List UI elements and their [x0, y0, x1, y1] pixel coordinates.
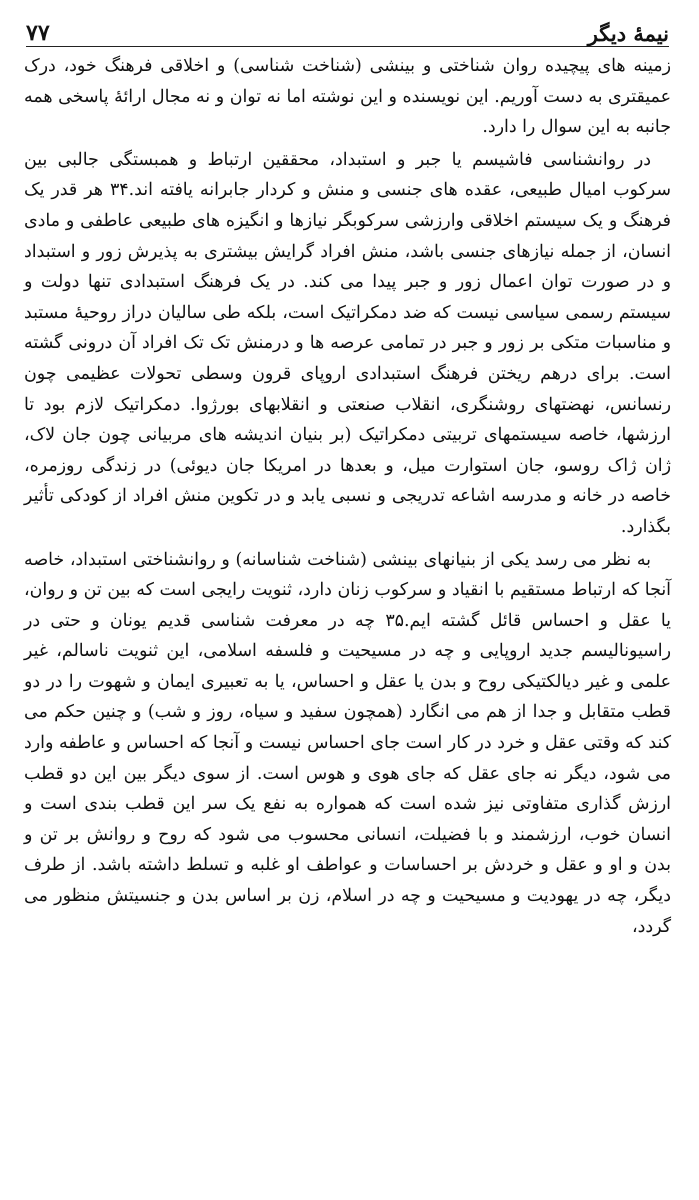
paragraph-3: به نظر می رسد یکی از بنیانهای بینشی (شناخت شناسانه) و روانشناختی استبداد، خاصه آنجا که ارتباط مستقیم با انقیاد و سرکوب زنان دارد، ثنویت رایجی است که بین تن و روان، یا عقل و احساس قائل گشته ایم.۳۵ چه در معرفت شناسی قدیم یونان و حتی در راسیونالیسم جدید اروپایی و چه در مسیحیت و فلسفه اسلامی، این ثنویت ناسالم، غیر علمی و غیر دیالکتیکی روح و بدن یا عقل و احساس، یا به تعبیری ایمان و شهوت را در دو قطب متقابل و جدا از هم می انگارد (همچون سفید و سیاه، روز و شب) و چنین حکم می کند که وقتی عقل و خرد در کار است جای احساس نیست و آنجا که احساس و عاطفه وارد می شود، دیگر نه جای عقل که جای هوی و هوس است. از سوی دیگر بین این دو قطب ارزش گذاری متفاوتی نیز شده است که همواره به نفع یک سر این قطب بندی است و انسان خوب، ارزشمند و با فضیلت، انسانی محسوب می شود که روح و روانش بر تن و بدن و او و عقل و خردش بر احساسات و عواطف او غلبه و تسلط داشته باشد. از طرف دیگر، چه در یهودیت و مسیحیت و چه در اسلام، زن بر اساس بدن و جنسیتش منظور می گردد، [24, 549, 671, 937]
body-text [20, 51, 679, 942]
running-title: نیمهٔ دیگر [587, 21, 669, 46]
paragraph-2: در روانشناسی فاشیسم یا جبر و استبداد، محققین ارتباط و همبستگی جالبی بین سرکوب امیال طبیعی، عقده های جنسی و منش و کردار جابرانه یافته اند.۳۴ هر قدر یک فرهنگ و یک سیستم اخلاقی وارزشی سرکوبگر نیازها و انگیزه های طبیعی عاطفی و مادی انسان، از جمله نیازهای جنسی باشد، منش افراد گرایش بیشتری به پذیرش زور و استبداد و در صورت توان اعمال زور و جبر پیدا می کند. در یک فرهنگ استبدادی تنها دولت و سیستم رسمی سیاسی نیست که ضد دمکراتیک است، بلکه طی سالیان دراز روحیهٔ مستبد و مناسبات متکی بر زور و جبر در تمامی عرصه ها و درمنش تک تک افراد آن درونی گشته است. برای درهم ریختن فرهنگ استبدادی اروپای قرون وسطی تحولات عظیمی چون رنسانس، نهضتهای روشنگری، انقلاب صنعتی و انقلابهای بورژوا. دمکراتیک لازم بود تا ارزشها، خاصه سیستمهای تربیتی دمکراتیک (بر بنیان اندیشه های مربیانی چون جان لاک، ژان ژاک روسو، جان استوارت میل، و بعدها در امریکا جان دیوئی) در زندگی روزمره، خاصه در خانه و مدرسه اشاعه تدریجی و نسبی یابد و در تکوین منش افراد از کودکی تأثیر بگذارد. [24, 149, 671, 537]
page-number: ۷۷ [26, 20, 50, 46]
page-header [26, 6, 669, 47]
paragraph-1: زمینه های پیچیده روان شناختی و بینشی (شناخت شناسی) و اخلاقی فرهنگ خود، درک عمیقتری به دست آوریم. این نویسنده و این نوشته اما نه توان و نه مجال ارائهٔ پاسخی همه جانبه به این سوال را دارد. [24, 56, 671, 138]
